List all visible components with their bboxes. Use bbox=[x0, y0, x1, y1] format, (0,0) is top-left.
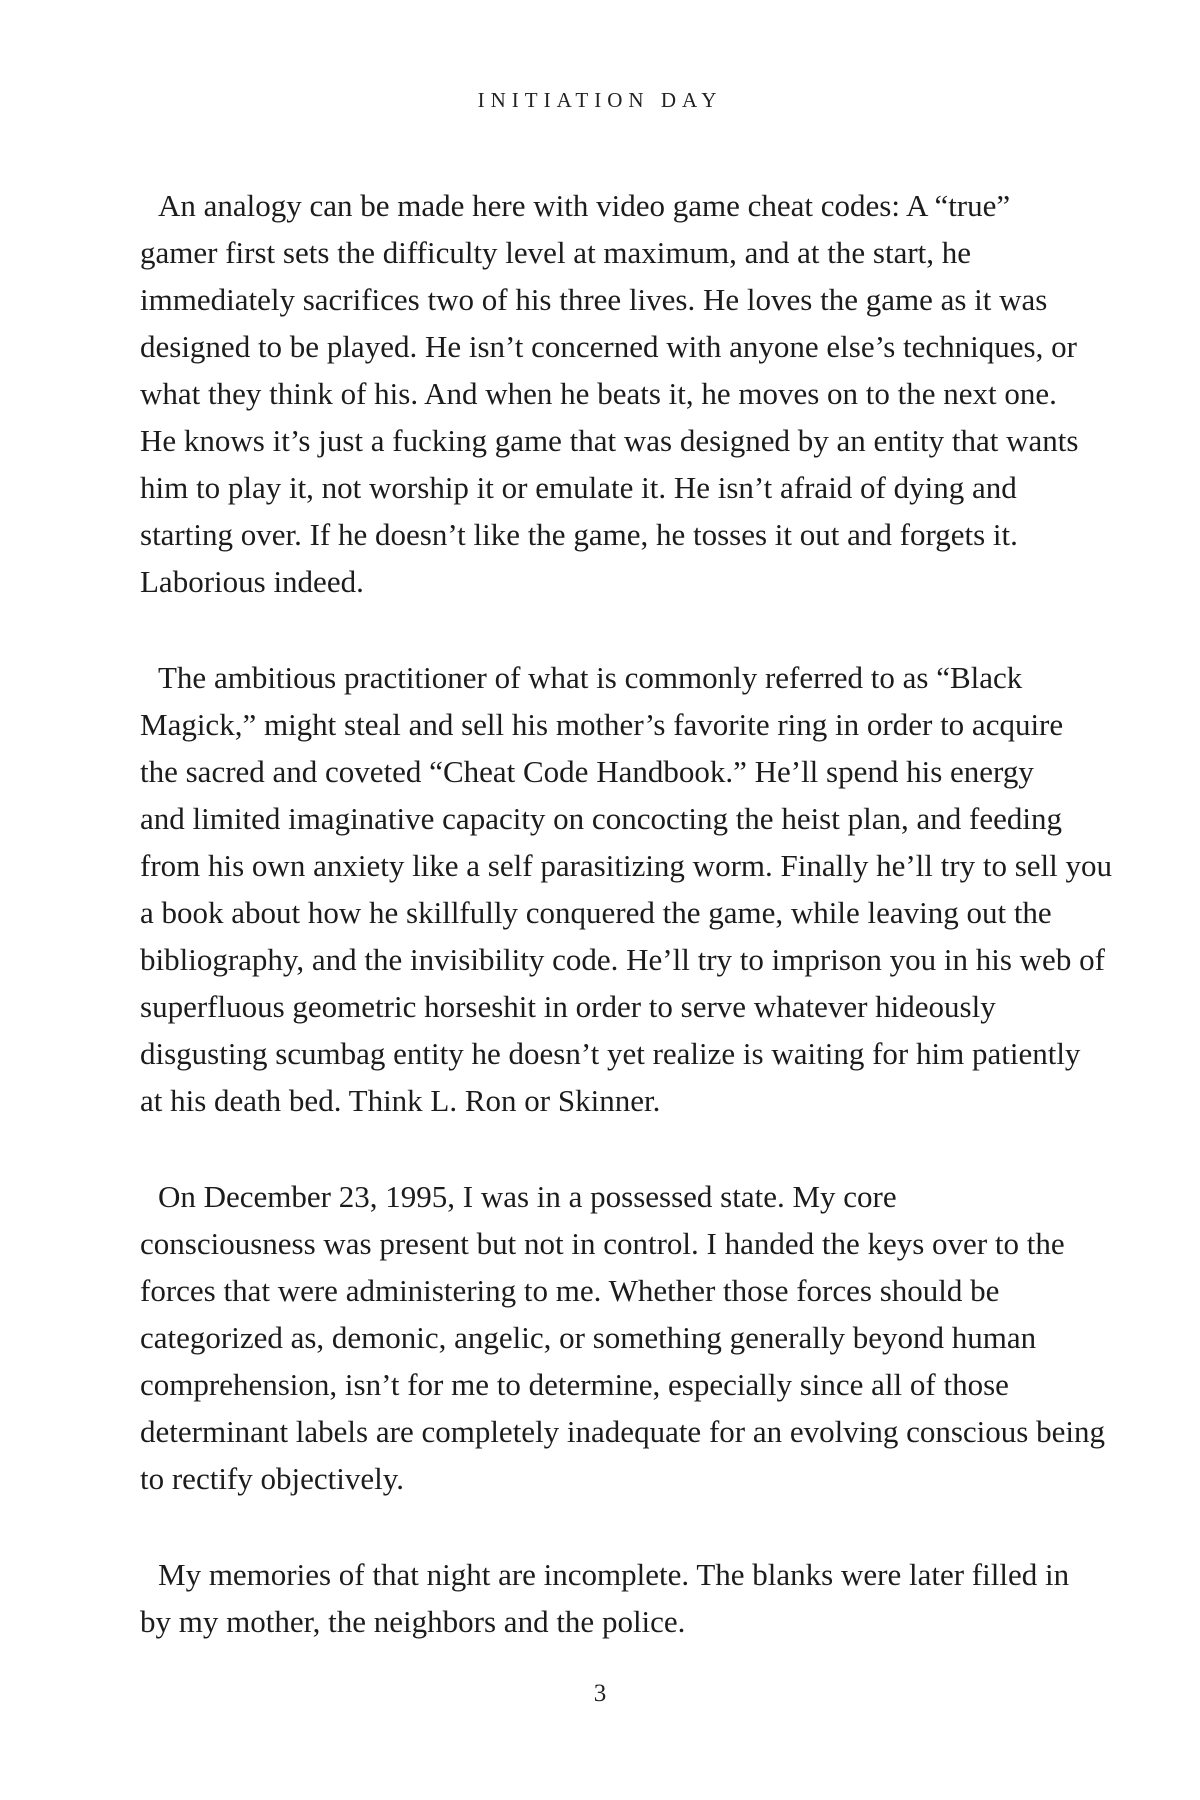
text-line: consciousness was present but not in control. I handed the keys over to the bbox=[140, 1226, 1065, 1261]
text-line: Laborious indeed. bbox=[140, 564, 364, 599]
paragraph-2 bbox=[140, 654, 1113, 1124]
page-number: 3 bbox=[593, 1680, 607, 1707]
text-line: On December 23, 1995, I was in a possessed state. My core bbox=[158, 1179, 897, 1214]
text-line: He knows it’s just a fucking game that was designed by an entity that wants bbox=[140, 423, 1079, 458]
text-line: bibliography, and the invisibility code. He’ll try to imprison you in his web of bbox=[140, 942, 1105, 977]
text-line: gamer first sets the difficulty level at maximum, and at the start, he bbox=[140, 235, 972, 270]
text-line: determinant labels are completely inadequate for an evolving conscious being bbox=[140, 1414, 1105, 1449]
text-line: from his own anxiety like a self parasitizing worm. Finally he’ll try to sell you bbox=[140, 848, 1113, 883]
text-line: designed to be played. He isn’t concerned with anyone else’s techniques, or bbox=[140, 329, 1077, 364]
text-line: My memories of that night are incomplete. The blanks were later filled in bbox=[158, 1557, 1070, 1592]
paragraph-1 bbox=[140, 182, 1080, 605]
text-line: categorized as, demonic, angelic, or something generally beyond human bbox=[140, 1320, 1037, 1355]
text-line: immediately sacrifices two of his three lives. He loves the game as it was bbox=[140, 282, 1048, 317]
text-line: The ambitious practitioner of what is commonly referred to as “Black bbox=[158, 660, 1023, 695]
body-text bbox=[140, 182, 1113, 1694]
text-line: what they think of his. And when he beats it, he moves on to the next one. bbox=[140, 376, 1057, 411]
text-line: comprehension, isn’t for me to determine, especially since all of those bbox=[140, 1367, 1009, 1402]
paragraph-4 bbox=[140, 1551, 1080, 1645]
text-line: at his death bed. Think L. Ron or Skinner. bbox=[140, 1083, 661, 1118]
running-head: INITIATION DAY bbox=[477, 88, 723, 112]
text-line: superfluous geometric horseshit in order to serve whatever hideously bbox=[140, 989, 996, 1024]
text-line: and limited imaginative capacity on concocting the heist plan, and feeding bbox=[140, 801, 1062, 836]
text-line: him to play it, not worship it or emulate it. He isn’t afraid of dying and bbox=[140, 470, 1017, 505]
text-line: An analogy can be made here with video game cheat codes: A “true” bbox=[158, 188, 1011, 223]
text-line: the sacred and coveted “Cheat Code Handbook.” He’ll spend his energy bbox=[140, 754, 1034, 789]
text-line: starting over. If he doesn’t like the game, he tosses it out and forgets it. bbox=[140, 517, 1018, 552]
text-line: a book about how he skillfully conquered the game, while leaving out the bbox=[140, 895, 1052, 930]
text-line: by my mother, the neighbors and the police. bbox=[140, 1604, 686, 1639]
text-line: forces that were administering to me. Whether those forces should be bbox=[140, 1273, 1000, 1308]
text-line: Magick,” might steal and sell his mother’s favorite ring in order to acquire bbox=[140, 707, 1064, 742]
text-line: disgusting scumbag entity he doesn’t yet realize is waiting for him patiently bbox=[140, 1036, 1081, 1071]
text-line: to rectify objectively. bbox=[140, 1461, 404, 1496]
paragraph-3 bbox=[140, 1173, 1105, 1502]
